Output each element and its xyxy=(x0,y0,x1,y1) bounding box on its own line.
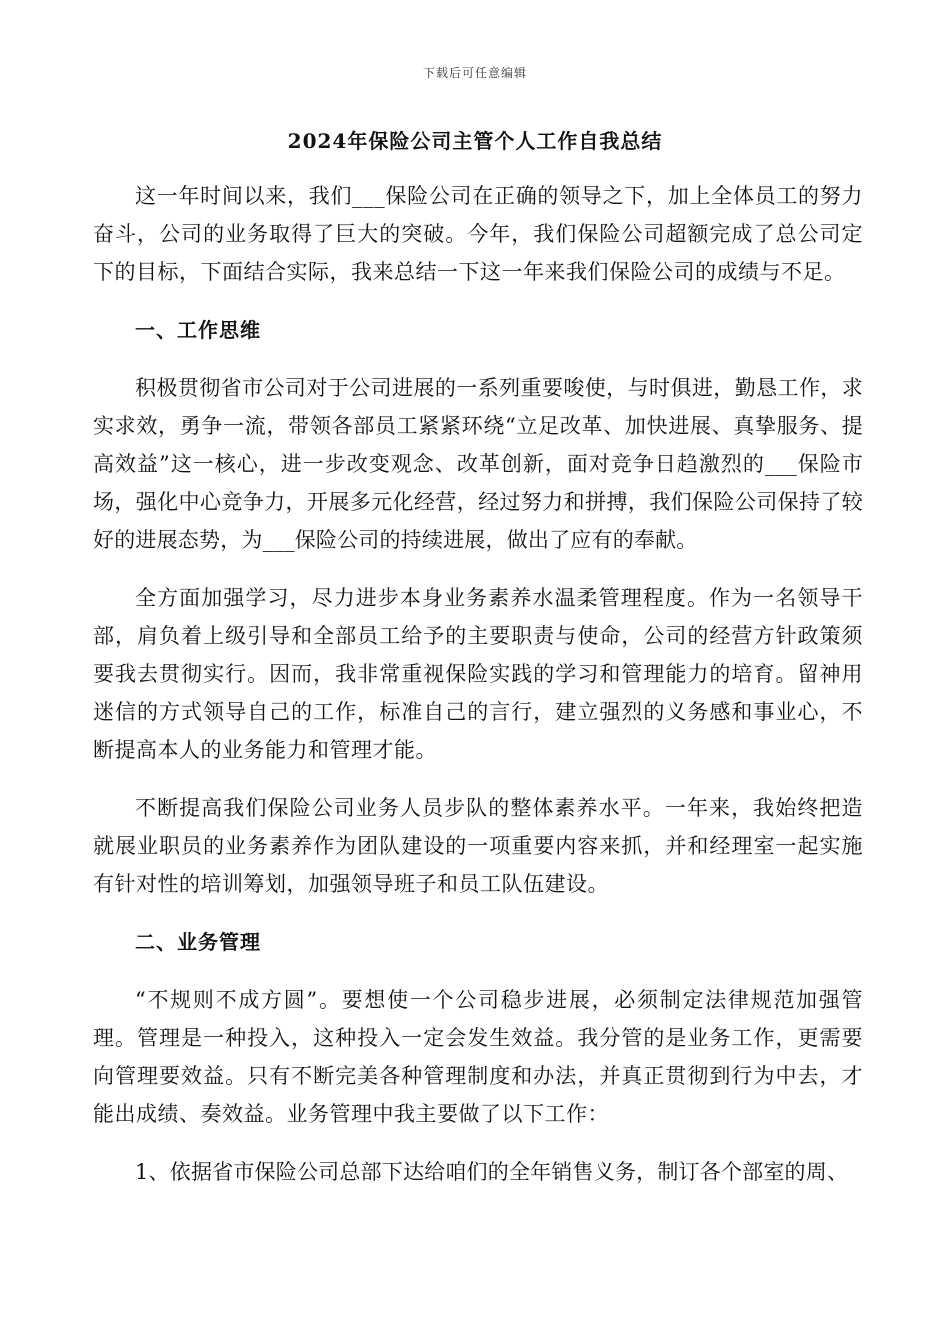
section2-list-item-1: 1、依据省市保险公司总部下达给咱们的全年销售义务，制订各个部室的周、 xyxy=(135,1160,849,1184)
document-body xyxy=(93,177,863,1191)
intro-paragraph: 这一年时间以来，我们___保险公司在正确的领导之下，加上全体员工的努力奋斗，公司的业务取得了巨大的突破。今年，我们保险公司超额完成了总公司定下的目标，下面结合实际，我来总结一下这一年来我们保险公司的成绩与不足。 xyxy=(93,184,863,284)
section1-paragraph-3: 不断提高我们保险公司业务人员步队的整体素养水平。一年来，我始终把造就展业职员的业务素养作为团队建设的一项重要内容来抓，并和经理室一起实施有针对性的培训筹划，加强领导班子和员工队伍建设。 xyxy=(93,796,863,896)
document-title: 2024年保险公司主管个人工作自我总结 xyxy=(287,129,663,153)
section2-paragraph-1: “不规则不成方圆”。要想使一个公司稳步进展，必须制定法律规范加强管理。管理是一种投入，这种投入一定会发生效益。我分管的是业务工作，更需要向管理要效益。只有不断完美各种管理制度和办法，并真正贯彻到行为中去，才能出成绩、奏效益。业务管理中我主要做了以下工作： xyxy=(93,988,863,1126)
section-heading-1: 一、工作思维 xyxy=(135,318,261,342)
section1-paragraph-1: 积极贯彻省市公司对于公司进展的一系列重要唆使，与时俱进，勤恳工作，求实求效，勇争一流，带领各部员工紧紧环绕“立足改革、加快进展、真挚服务、提高效益”这一核心，进一步改变观念、改革创新，面对竞争日趋激烈的___保险市场，强化中心竞争力，开展多元化经营，经过努力和拼搏，我们保险公司保持了较好的进展态势，为___保险公司的持续进展，做出了应有的奉献。 xyxy=(93,376,863,552)
section-heading-2: 二、业务管理 xyxy=(135,930,261,954)
section1-paragraph-2: 全方面加强学习，尽力进步本身业务素养水温柔管理程度。作为一名领导干部，肩负着上级引导和全部员工给予的主要职责与使命，公司的经营方针政策须要我去贯彻实行。因而，我非常重视保险实践的学习和管理能力的培育。留神用迷信的方式领导自己的工作，标准自己的言行，建立强烈的义务感和事业心，不断提高本人的业务能力和管理才能。 xyxy=(93,586,863,762)
header-note: 下载后可任意编辑 xyxy=(422,66,527,80)
